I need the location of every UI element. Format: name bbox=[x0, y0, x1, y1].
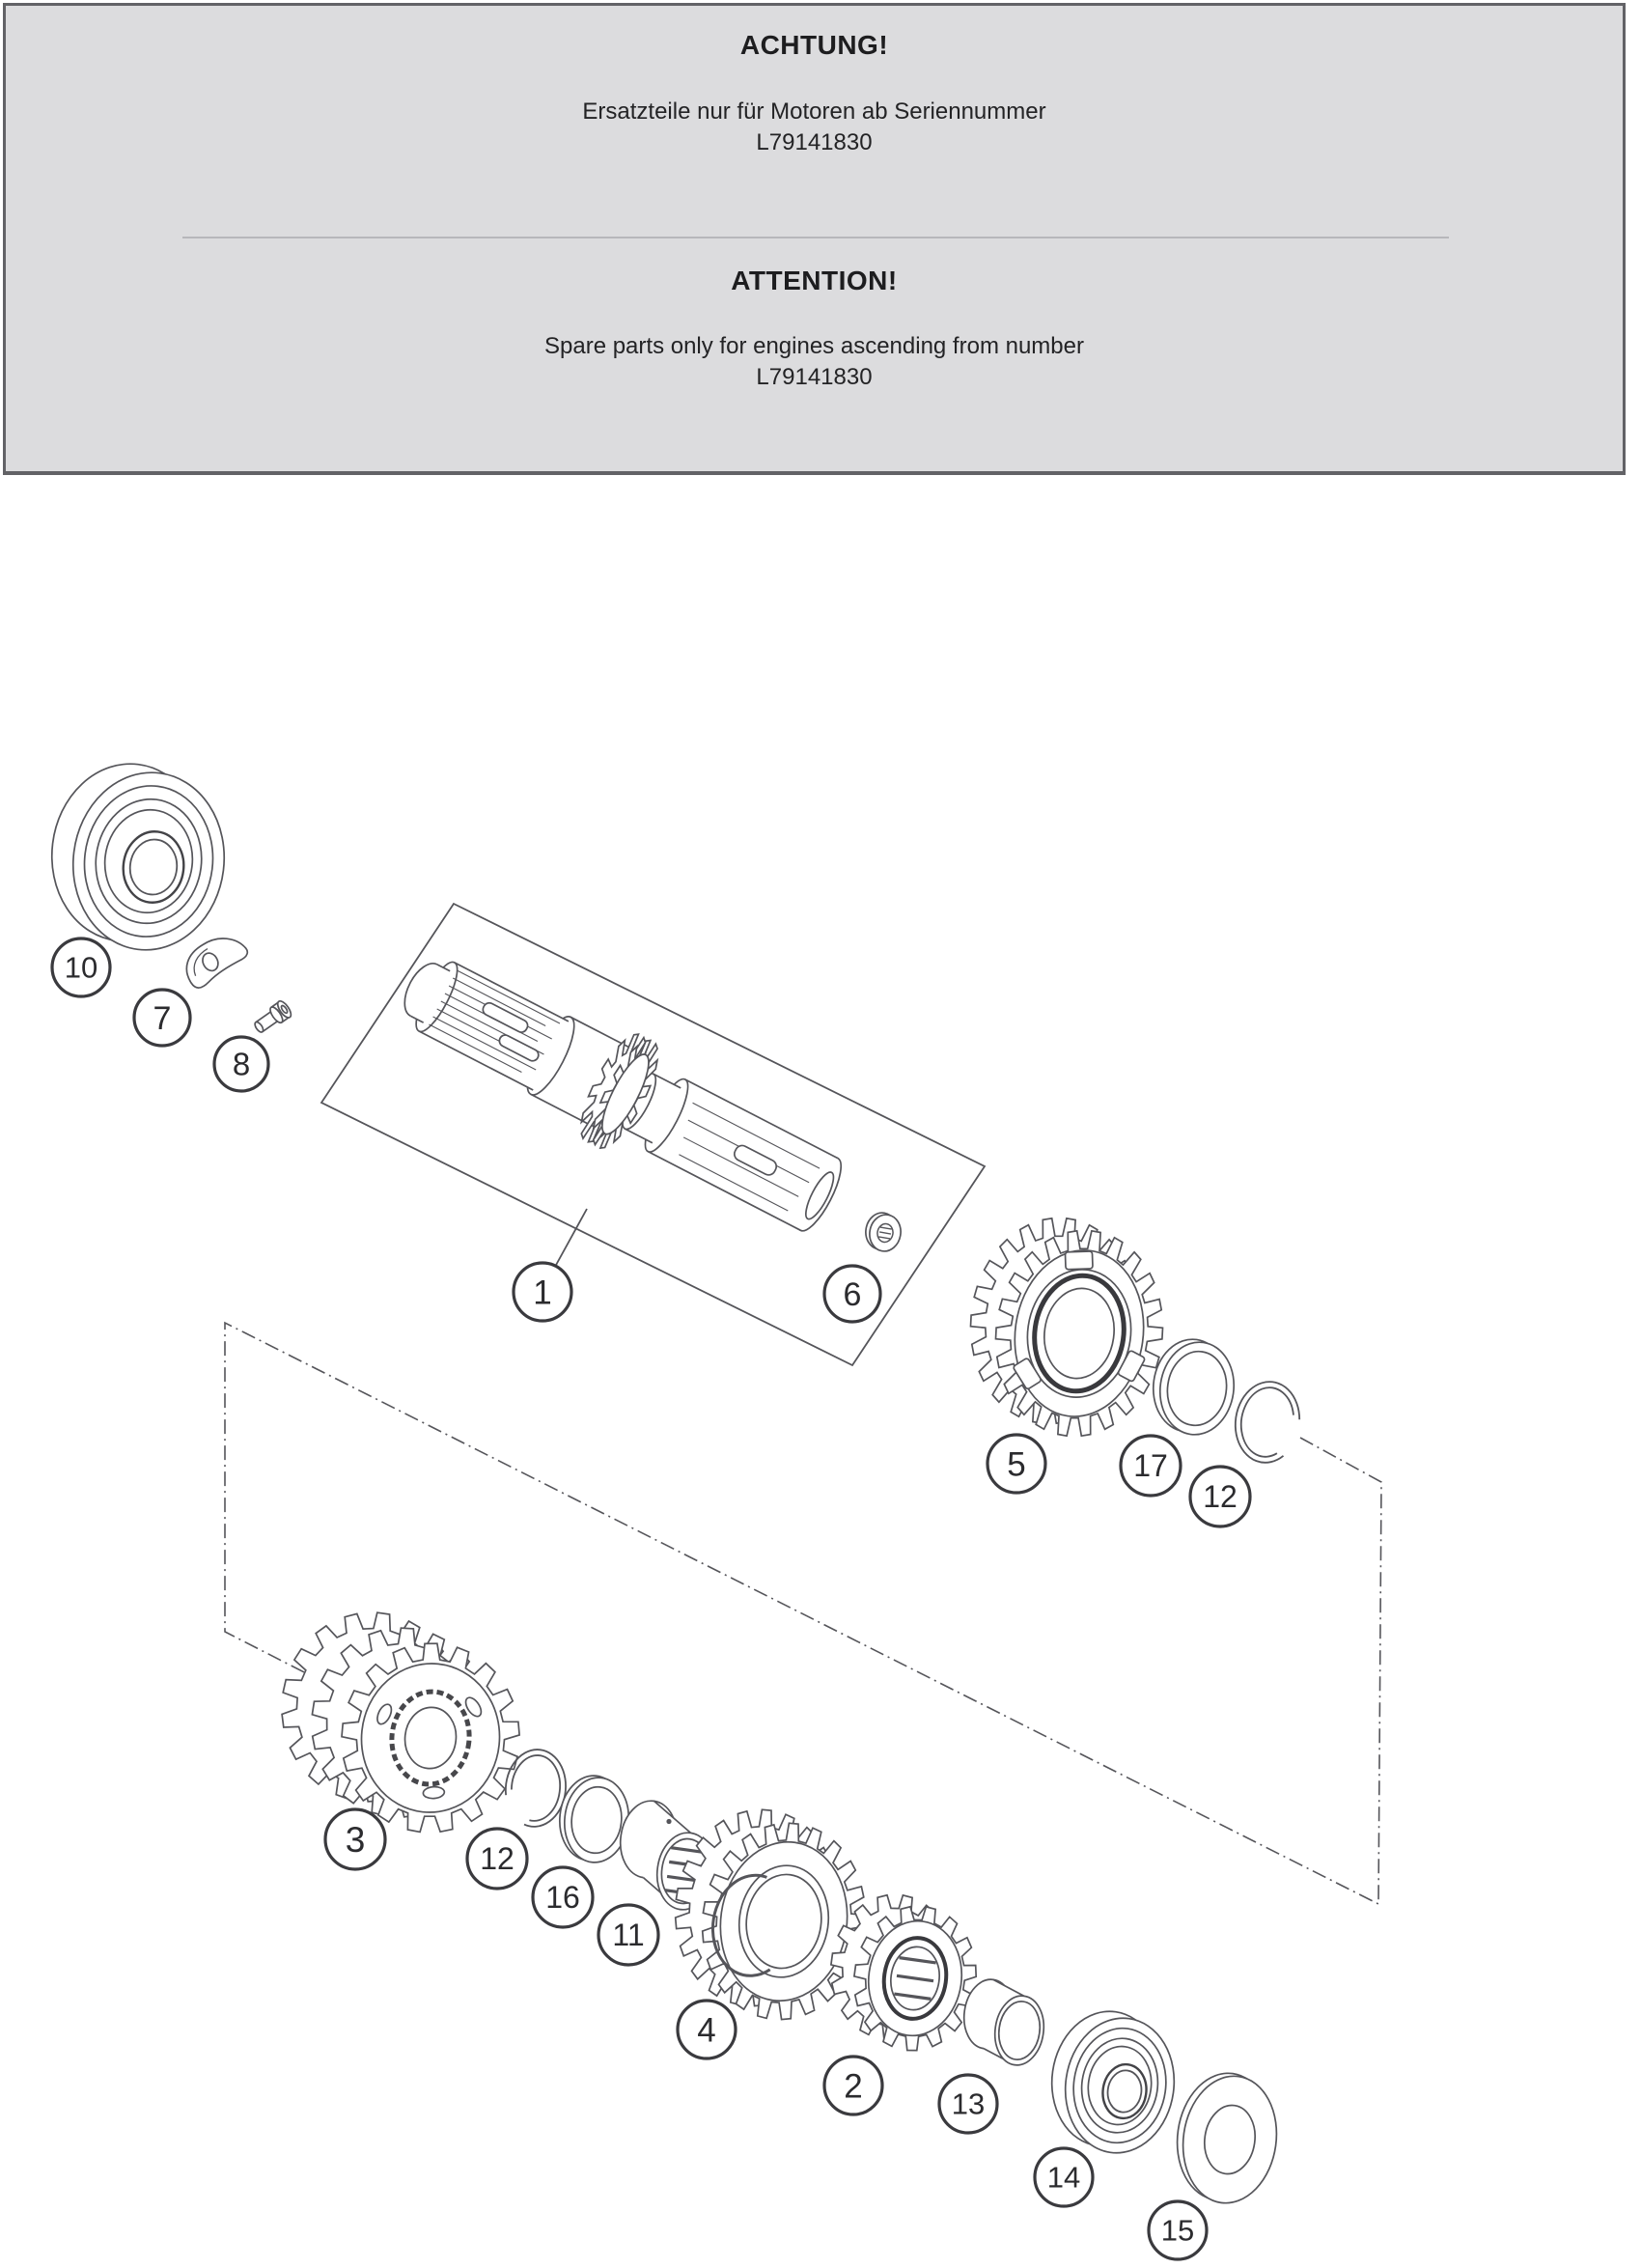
svg-text:1: 1 bbox=[533, 1274, 552, 1312]
screw-8 bbox=[251, 999, 293, 1037]
svg-text:15: 15 bbox=[1160, 2213, 1195, 2248]
divider bbox=[182, 237, 1449, 238]
sliding-gear-3 bbox=[282, 1612, 519, 1832]
svg-text:12: 12 bbox=[480, 1841, 515, 1877]
svg-text:10: 10 bbox=[64, 950, 98, 985]
svg-text:17: 17 bbox=[1133, 1448, 1168, 1484]
bushing-13 bbox=[960, 1976, 1048, 2068]
callout-12-lower bbox=[467, 1829, 527, 1889]
callout-5 bbox=[987, 1435, 1045, 1493]
warning-text-en: Spare parts only for engines ascending from number bbox=[544, 333, 1084, 359]
callout-13 bbox=[939, 2075, 997, 2133]
callout-15 bbox=[1149, 2201, 1207, 2259]
warning-text-de: Ersatzteile nur für Motoren ab Seriennummer bbox=[582, 98, 1046, 125]
svg-text:6: 6 bbox=[843, 1275, 862, 1313]
ball-bearing-10 bbox=[42, 755, 234, 959]
callout-12-upper bbox=[1190, 1467, 1250, 1526]
svg-text:5: 5 bbox=[1007, 1445, 1026, 1484]
leader-lines bbox=[555, 1209, 587, 1267]
callout-2 bbox=[824, 2057, 882, 2114]
callout-6 bbox=[824, 1266, 880, 1322]
gear-5 bbox=[971, 1218, 1163, 1436]
svg-text:2: 2 bbox=[844, 2067, 863, 2106]
callout-14 bbox=[1035, 2148, 1093, 2206]
svg-text:11: 11 bbox=[612, 1918, 645, 1953]
callout-11 bbox=[598, 1905, 658, 1965]
svg-text:12: 12 bbox=[1203, 1479, 1238, 1515]
warning-serial-de: L79141830 bbox=[756, 129, 873, 155]
callout-17 bbox=[1121, 1436, 1181, 1496]
washer-15 bbox=[1169, 2067, 1284, 2209]
bearing-14 bbox=[1043, 2004, 1182, 2160]
callout-1 bbox=[514, 1263, 571, 1321]
svg-text:16: 16 bbox=[545, 1880, 580, 1916]
nut-6 bbox=[863, 1211, 904, 1254]
svg-text:8: 8 bbox=[232, 1046, 251, 1082]
warning-serial-en: L79141830 bbox=[756, 364, 873, 390]
svg-text:4: 4 bbox=[697, 2011, 716, 2050]
warning-title-de: ACHTUNG! bbox=[739, 30, 889, 60]
callout-7 bbox=[134, 990, 190, 1046]
callout-8 bbox=[214, 1037, 268, 1091]
lock-washer-7 bbox=[181, 934, 253, 990]
callout-16 bbox=[533, 1867, 593, 1927]
callout-4 bbox=[678, 2001, 736, 2058]
svg-text:13: 13 bbox=[951, 2086, 986, 2121]
circlip-12-upper bbox=[1236, 1382, 1299, 1463]
warning-box bbox=[3, 3, 1626, 475]
circlip-12-lower bbox=[506, 1750, 566, 1827]
callout-3 bbox=[325, 1809, 385, 1869]
svg-text:14: 14 bbox=[1046, 2160, 1081, 2195]
svg-text:3: 3 bbox=[345, 1819, 366, 1860]
svg-text:7: 7 bbox=[153, 999, 172, 1037]
warning-title-en: ATTENTION! bbox=[731, 266, 898, 295]
callout-10 bbox=[52, 938, 110, 996]
washer-17 bbox=[1148, 1334, 1240, 1440]
main-shaft-1 bbox=[383, 931, 858, 1253]
